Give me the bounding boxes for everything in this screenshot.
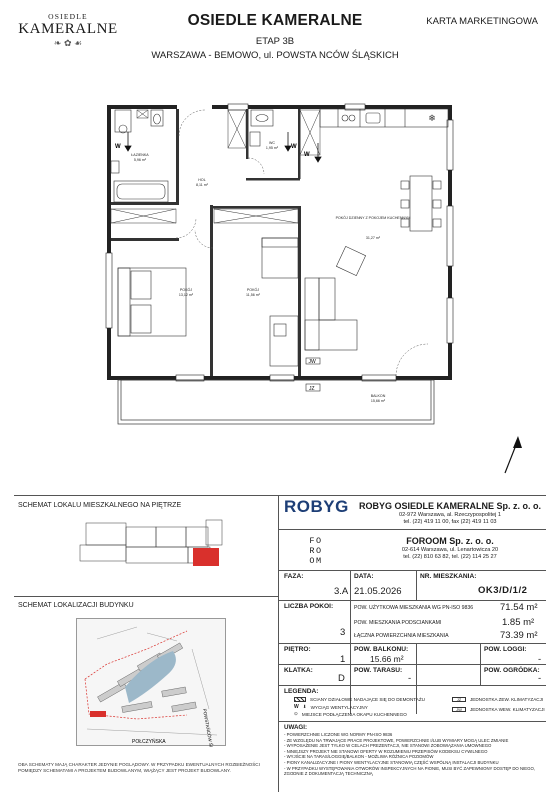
date-value: 21.05.2026 (354, 586, 402, 597)
project-stage: ETAP 3B (255, 36, 295, 47)
legend-jz-marker: JZ (452, 697, 466, 702)
project-address: WARSZAWA - BEMOWO, ul. POWSTA NCÓW ŚLĄSKICH (151, 50, 399, 61)
loggia-value: - (538, 654, 542, 665)
seller-phone: tel. (22) 810 63 82, tel. (22) 114 25 27 (403, 554, 497, 561)
usable-area-label: POW. UŻYTKOWA MIESZKANIA WG PN-ISO 9836 (354, 605, 474, 611)
dining-table (336, 176, 441, 276)
legend-title: LEGENDA: (284, 688, 319, 695)
highlighted-apartment (193, 548, 219, 566)
legend-item-ac-indoor: JW JEDNOSTKA WEW. KLIMATYZACJI (452, 707, 545, 712)
developer-info (356, 500, 544, 526)
legend-jw-marker: JW (452, 707, 466, 712)
seller-info (356, 535, 544, 561)
legend-item-hood: ⊙ MIEJSCE PODŁĄCZENIA OKAPU KUCHENNEGO (294, 711, 407, 717)
jz-marker: JZ (309, 386, 315, 392)
osiedle-kameralne-logo (14, 12, 122, 48)
floor-value: 1 (340, 654, 346, 665)
loggia-label: POW. LOGGI: (484, 646, 527, 653)
room-balcony-area: 15,66 m² (370, 399, 386, 403)
project-title: OSIEDLE KAMERALNE (187, 12, 363, 29)
remark-line: - WYPOSAŻENIE JEST TYLKO W CELACH PREZENTACJI, NIE STANOWI ZOBOWIĄZANIA UMOWNEGO (284, 743, 492, 749)
foroom-logo-line-3: OM (309, 556, 323, 566)
foroom-logo-line-2: RO (309, 546, 323, 556)
card-type: KARTA MARKETINGOWA (426, 16, 538, 27)
rooms-value: 3 (340, 627, 346, 638)
section-divider (14, 495, 546, 496)
remark-line: - ZE WZGLĘDU NA TRWAJĄCE PRACE PROJEKTOWE, POWIERZCHNIE I/LUB WYMIARY MOGĄ ULEC ZMIANIE (284, 737, 509, 743)
w-marker-bathroom: W (115, 144, 121, 150)
circle-icon: ⊙ (294, 711, 298, 716)
remarks (284, 724, 550, 777)
windows (106, 104, 453, 381)
hatched-wall-icon (294, 697, 306, 702)
date-label: DATA: (354, 573, 374, 580)
terrace-label: POW. TARASU: (354, 667, 403, 674)
room-hall-name: HOL (198, 178, 206, 182)
foroom-logo-line-1: FO (309, 536, 323, 546)
apartment-no-label: NR. MIESZKANIA: (420, 573, 477, 580)
total-area-value: 73.39 m² (500, 630, 538, 641)
apartment-no-value: OK3/D/1/2 (478, 585, 528, 596)
room-hall-area: 8,11 m² (196, 183, 208, 187)
location-map-drawing (77, 619, 227, 747)
floor-schema-drawing (76, 515, 226, 570)
remarks-title: UWAGI: (284, 724, 308, 731)
schema-disclaimer: OBA SCHEMATY MAJĄ CHARAKTER JEDYNIE POGLĄDOWY. W PRZYPADKU EWENTUALNYCH ROZBIEŻNOŚCI POMIĘDZY SCHEMATAMI A PROJEKTEM BUDOWLANYM, WIĄŻĄCY JEST PROJEKT BUDOWLANY. (18, 762, 260, 774)
building-location-marker (90, 711, 106, 717)
location-schema-label: SCHEMAT LOKALIZACJI BUDYNKU (18, 602, 134, 609)
phase-label: FAZA: (284, 573, 304, 580)
staircase-label: KLATKA: (284, 667, 313, 674)
rooms-label: LICZBA POKOI: (284, 603, 334, 610)
legend-w-marker: W (294, 704, 299, 710)
remark-line: - POWIERZCHNIE LICZONE WG NORMY PN-ISO 9836 (284, 732, 393, 737)
floor-label: PIĘTRO: (284, 646, 311, 653)
developer-address: 02-972 Warszawa, al. Rzeczypospolitej 1 (398, 512, 502, 518)
floor-schema-label: SCHEMAT LOKALU MIESZKALNEGO NA PIĘTRZE (18, 502, 182, 509)
room-wc-name: WC (269, 141, 275, 145)
logo-line-2: KAMERALNE (18, 21, 118, 37)
remark-line: - W PRZYPADKU WYSTĘPOWANIA OTWORÓW INSPEKCYJNYCH NA PIONIE, MUSI BYĆ ZAPEWNIONY DOSTĘP DO NIEGO, ZGODNIE Z DOKUMENTACJĄ TECHNICZNĄ (284, 765, 535, 777)
room-living-area: 31,27 m² (365, 236, 381, 240)
room-bathroom-area: 5,96 m² (133, 158, 147, 162)
under-stairs-value: 1.85 m² (502, 617, 535, 628)
location-map (76, 618, 226, 746)
phase-value: 3.A (334, 586, 349, 597)
balcony-label: POW. BALKONU: (354, 646, 409, 653)
floor-schema-thumbnail (76, 515, 226, 570)
logo-ornament-icon: ❧ ✿ ☙ (53, 38, 83, 48)
foroom-logo (296, 536, 336, 566)
street-name-2: POWSTAŃCÓW ŚLĄSKICH (202, 708, 217, 747)
remark-line: - NINIEJSZY PROJEKT NIE STANOWI OFERTY W ROZUMIENIU PRZEPISÓW KODEKSU CYWILNEGO (284, 748, 488, 754)
room-bedroom2-area: 11,56 m² (246, 293, 260, 297)
jw-marker: JW (308, 359, 316, 365)
garden-value: - (538, 673, 542, 684)
robyg-logo: ROBYG (284, 497, 349, 516)
seller-name: FOROOM Sp. z. o. o. (406, 536, 494, 546)
w-marker-wc: W (291, 144, 297, 150)
outer-walls (107, 105, 452, 380)
room-bedroom1-name: POKÓJ (179, 288, 193, 292)
north-arrow-icon (505, 436, 522, 473)
usable-area-value: 71.54 m² (500, 602, 538, 613)
terrace-value: - (408, 673, 412, 684)
remark-line: - WYJŚCIE NA TARAS/LOGGIĘ/BALKON - MOŻLIWA RÓŻNICA POZIOMÓW (284, 754, 434, 760)
arrow-down-icon: ⬇ (302, 704, 307, 709)
floor-plan-drawing (0, 88, 560, 498)
developer-name: ROBYG OSIEDLE KAMERALNE Sp. z. o. o. (358, 501, 541, 511)
room-balcony-name: BALKON (370, 394, 386, 398)
legend-item-removable-walls: SCIANY DZIAŁOWE NADAJĄCE SIĘ DO DEMONTAŻU (294, 697, 425, 702)
room-wc-area: 1,95 m² (265, 146, 279, 150)
kitchen-counter (320, 109, 448, 127)
section-divider-2 (14, 596, 278, 597)
room-bathroom-name: ŁAZIENKA (131, 153, 149, 157)
room-bedroom1-area: 13,12 m² (178, 293, 194, 297)
legend-item-ventilation: W ⬇ WYCIĄG WENTYLACYJNY (294, 704, 368, 710)
seller-address: 02-614 Warszawa, ul. Lenartowicza 20 (401, 547, 499, 553)
bedroom-furniture (118, 238, 298, 366)
company-divider (278, 529, 546, 530)
legend-item-ac-outdoor: JZ JEDNOSTKA ZEW. KLIMATYZACJI (452, 697, 543, 702)
balcony (118, 380, 434, 424)
total-area-label: ŁĄCZNA POWIERZCHNIA MIESZKANIA (354, 633, 449, 639)
under-stairs-label: POW. MIESZKANIA PODSCIANKAMI (354, 620, 442, 626)
balcony-value: 15.66 m² (370, 654, 404, 664)
svg-text:❄: ❄ (428, 113, 436, 123)
floor-plan (0, 88, 560, 498)
street-name-1: POŁCZYŃSKA (132, 739, 166, 745)
developer-phone: tel. (22) 419 11 00, fax (22) 419 11 03 (403, 519, 497, 526)
title-block (120, 12, 430, 61)
wardrobes (111, 209, 298, 223)
staircase-value: D (338, 673, 345, 684)
remark-line: - PIONY KANALIZACYJNE I PIONY WENTYLACYJNE STANOWIĄ CZĘŚĆ WSPÓLNĄ INSTALACJI BUDYNKU (284, 759, 499, 765)
room-bedroom2-name: POKÓJ (246, 288, 260, 292)
logo-line-1: OSIEDLE (48, 12, 88, 21)
w-marker-kitchen: W (304, 152, 310, 158)
sofa (305, 278, 357, 350)
room-living-name: POKÓJ DZIENNY Z POKOJEM KUCHENNYM (335, 216, 411, 220)
garden-label: POW. OGRÓDKA: (484, 667, 540, 674)
